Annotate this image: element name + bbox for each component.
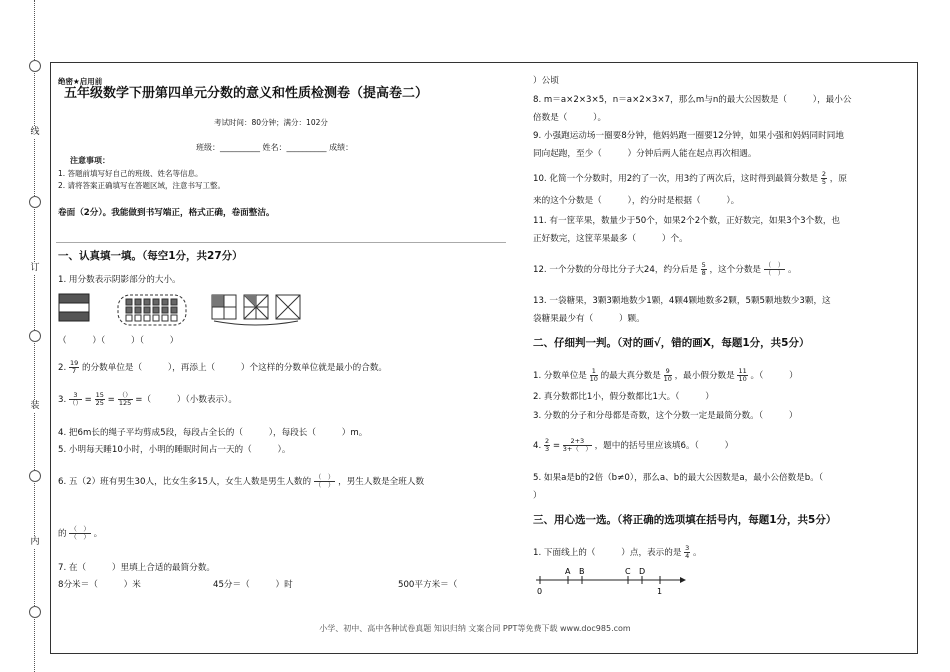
question-11-line1: 11. 有一筐苹果，数量少于50个，如果2个2个数，正好数完，如果3个3个数，也 xyxy=(533,216,841,226)
neatness-note: 卷面（2分）。我能做到书写端正，格式正确，卷面整洁。 xyxy=(58,208,275,218)
binding-margin xyxy=(28,0,42,672)
question-4: 4. 把6m长的绳子平均剪成5段，每段占全长的（ ），每段长（ ）m。 xyxy=(58,428,368,438)
label-zero: 0 xyxy=(537,587,543,596)
point-d: D xyxy=(639,567,646,576)
footer: 小学、初中、高中各种试卷真题 知识归纳 文案合同 PPT等免费下载 www.doc985.com xyxy=(319,624,631,633)
grid-square xyxy=(135,299,141,305)
judge-1: 1. 分数单位是 $\frac{1}{10}$ 的最大真分数是 $\frac{9}{10}$ ，最小假分数是 $\frac{11}{10}$ 。（ ） xyxy=(533,367,798,383)
section1-title: 一、认真填一填。（每空1分，共27分） xyxy=(58,250,243,262)
grid-square xyxy=(162,307,168,313)
question-8-line2: 倍数是（ ）。 xyxy=(533,113,607,123)
student-info: 班级：__________ 姓名：__________ 成绩： xyxy=(196,143,354,152)
binding-label-inner: 内 xyxy=(28,536,42,548)
choice-1: 1. 下面线上的（ ）点，表示的是 $\frac{3}{4}$ 。 xyxy=(533,544,702,560)
grid-square xyxy=(153,299,159,305)
binding-label-bind: 装 xyxy=(28,400,42,412)
question-12: 12. 一个分数的分母比分子大24，约分后是 $\frac{5}{8}$ ，这个分数是 $\frac{( )}{( )}$ 。 xyxy=(533,261,797,277)
figure-square-parts xyxy=(210,293,302,327)
secret-label: 绝密★启用前 xyxy=(58,77,103,86)
grid-square xyxy=(153,307,159,313)
binding-circle xyxy=(29,606,41,618)
question-11-line2: 正好数完，这筐苹果最多（ ）个。 xyxy=(533,234,688,244)
page-title: 五年级数学下册第四单元分数的意义和性质检测卷（提高卷二） xyxy=(64,86,429,101)
grid-square xyxy=(135,307,141,313)
question-2: 2. $\frac{19}{7}$ 的分数单位是（ ），再添上（ ）个这样的分数单位就是最小的合数。 xyxy=(58,359,388,375)
grid-square xyxy=(135,315,141,321)
point-a: A xyxy=(565,567,571,576)
grid-square xyxy=(144,299,150,305)
note-2: 2. 请将答案正确填写在答题区域，注意书写工整。 xyxy=(58,181,226,190)
question-13-line1: 13. 一袋糖果，3颗3颗地数少1颗，4颗4颗地数多2颗，5颗5颗地数少3颗，这 xyxy=(533,296,831,306)
note-1: 1. 答题前填写好自己的班级、姓名等信息。 xyxy=(58,169,203,178)
question-7: 7. 在（ ）里填上合适的最简分数。 xyxy=(58,563,216,573)
judge-2: 2. 真分数都比1小，假分数都比1大。（ ） xyxy=(533,392,714,402)
judge-5-line2: ） xyxy=(533,491,542,501)
number-line xyxy=(530,566,690,598)
question-7c: 500平方米＝（ xyxy=(398,580,458,590)
question-10-line1: 10. 化简一个分数时，用2约了一次，用3约了两次后，这时得到最简分数是 $\frac{2}{5}$ ，原 xyxy=(533,170,847,186)
question-10-line2: 来的这个分数是（ ），约分时是根据（ ）。 xyxy=(533,196,740,206)
question-1-answers: （ ）（ ）（ ） xyxy=(58,336,179,346)
grid-square xyxy=(153,315,159,321)
figure-dot-grid xyxy=(116,293,188,327)
grid-square xyxy=(162,299,168,305)
grid-square xyxy=(171,299,177,305)
grid-square xyxy=(126,307,132,313)
judge-5-line1: 5. 如果a是b的2倍（b≠0），那么a、b的最大公因数是a，最小公倍数是b。（ xyxy=(533,473,824,483)
grid-square xyxy=(171,307,177,313)
section2-title: 二、仔细判一判。（对的画√，错的画X，每题1分，共5分） xyxy=(533,337,810,349)
point-b: B xyxy=(579,567,585,576)
section3-title: 三、用心选一选。（将正确的选项填在括号内，每题1分，共5分） xyxy=(533,514,837,526)
notes-title: 注意事项： xyxy=(70,156,110,165)
point-c: C xyxy=(625,567,631,576)
question-8-line1: 8. m＝a×2×3×5，n＝a×2×3×7，那么m与n的最大公因数是（ ），最小公 xyxy=(533,95,852,105)
binding-label-order: 订 xyxy=(28,262,42,274)
question-9-line2: 同向起跑，至少（ ）分钟后两人能在起点再次相遇。 xyxy=(533,149,757,159)
question-5: 5. 小明每天睡10小时，小明的睡眠时间占一天的（ ）。 xyxy=(58,445,291,455)
judge-4: 4. $\frac{2}{3}$ = $\frac{2+3}{3+( )}$ ，题中的括号里应该填6。（ ） xyxy=(533,437,734,453)
grid-square xyxy=(162,315,168,321)
question-13-line2: 袋糖果最少有（ ）颗。 xyxy=(533,314,645,324)
binding-circle xyxy=(29,60,41,72)
question-1: 1. 用分数表示阴影部分的大小。 xyxy=(58,275,181,285)
judge-3: 3. 分数的分子和分母都是奇数，这个分数一定是最简分数。（ ） xyxy=(533,411,798,421)
binding-circle xyxy=(29,196,41,208)
question-6-cont: 的 $\frac{( )}{( )}$ 。 xyxy=(58,525,103,541)
exam-info: 考试时间：80分钟；满分：102分 xyxy=(214,118,328,127)
binding-label-line: 线 xyxy=(28,126,42,138)
grid-square xyxy=(144,315,150,321)
question-7a: 8分米＝（ ）米 xyxy=(58,580,141,590)
label-one: 1 xyxy=(657,587,663,596)
binding-circle xyxy=(29,330,41,342)
binding-circle xyxy=(29,470,41,482)
grid-square xyxy=(171,315,177,321)
question-3: 3. $\frac{3}{()}$ = $\frac{15}{25}$ = $\frac{()}{125}$ =（ ）（小数表示）。 xyxy=(58,391,238,407)
question-6: 6. 五（2）班有男生30人，比女生多15人，女生人数是男生人数的 $\frac{( )}{( )}$ ，男生人数是全班人数 xyxy=(58,473,425,489)
grid-square xyxy=(126,299,132,305)
figure-rect-halves xyxy=(58,293,90,323)
question-7c-cont: ）公顷 xyxy=(533,76,559,86)
question-9-line1: 9. 小强跑运动场一圈要8分钟，他妈妈跑一圈要12分钟，如果小强和妈妈同时同地 xyxy=(533,131,844,141)
grid-square xyxy=(144,307,150,313)
fraction: $\frac{19}{7}$ xyxy=(69,359,79,375)
divider xyxy=(56,242,506,243)
grid-square xyxy=(126,315,132,321)
question-7b: 45分＝（ ）时 xyxy=(213,580,293,590)
